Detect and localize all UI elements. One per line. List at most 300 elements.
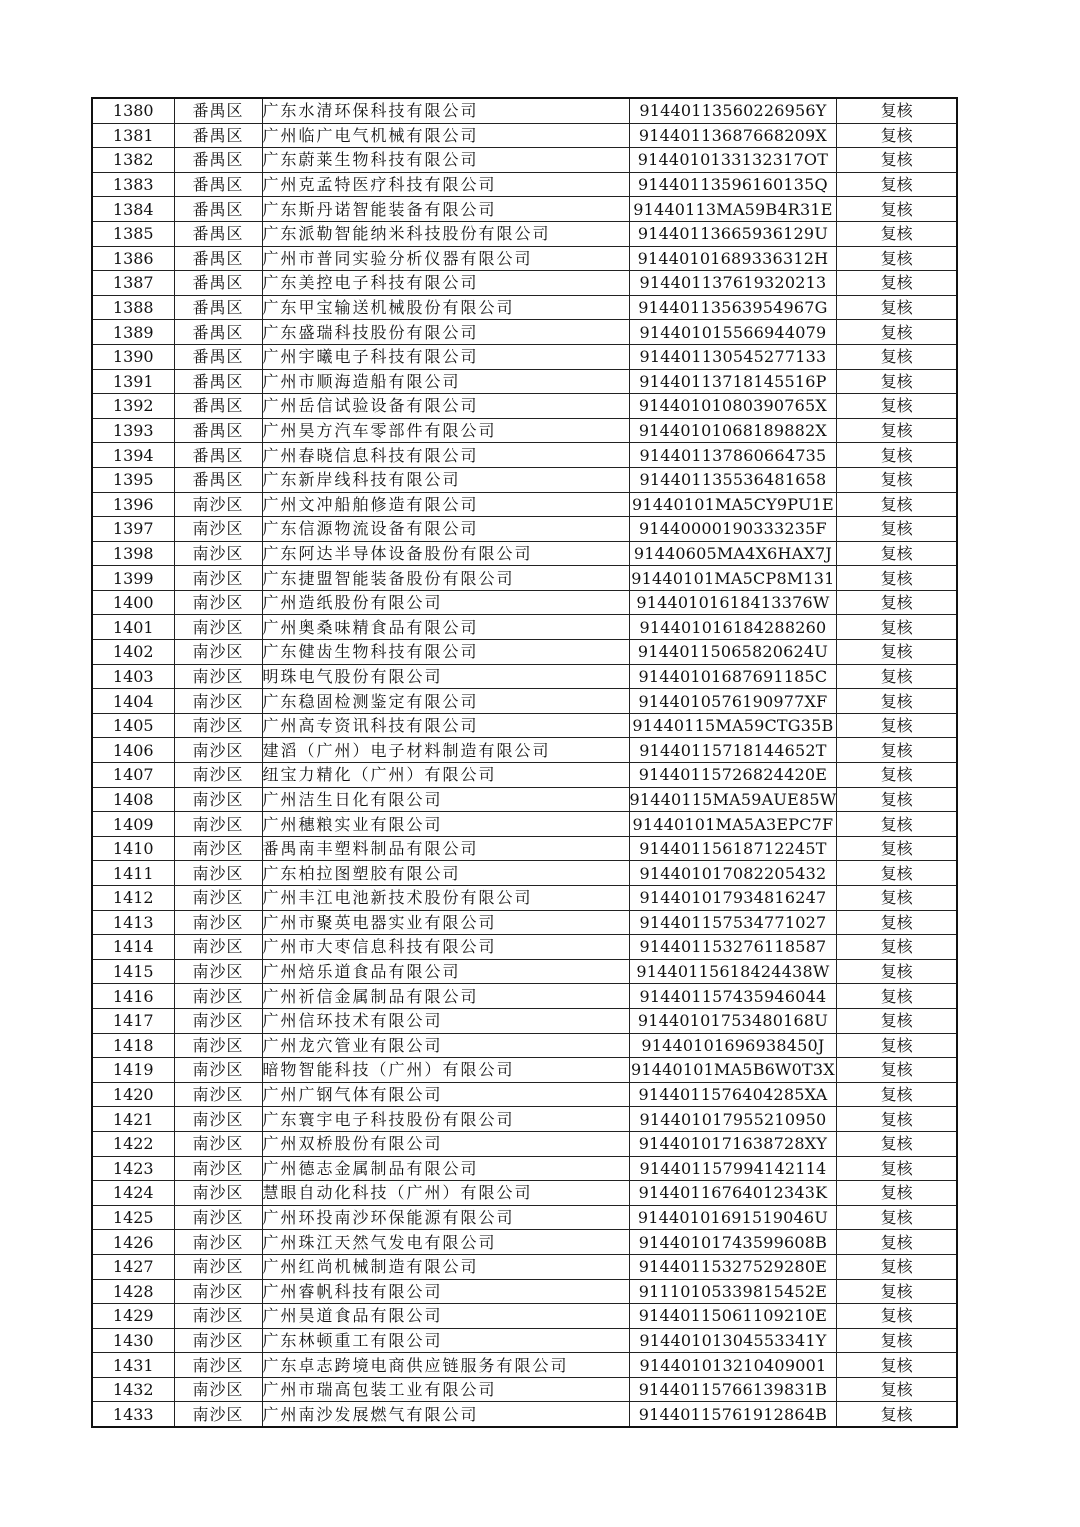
table-row (92, 517, 957, 542)
district-cell: 番禺区 (174, 123, 262, 148)
district-cell: 南沙区 (174, 738, 262, 763)
credit-code-cell: 91440115761912864B (629, 1402, 837, 1427)
table-row (92, 246, 957, 271)
status-cell: 复核 (837, 787, 957, 812)
row-number: 1433 (92, 1402, 174, 1427)
table-row (92, 590, 957, 615)
table-row (92, 1304, 957, 1329)
table-row (92, 1254, 957, 1279)
status-cell: 复核 (837, 1279, 957, 1304)
company-name-cell: 广东新岸线科技有限公司 (262, 467, 629, 492)
district-cell: 南沙区 (174, 1156, 262, 1181)
credit-code-cell: 91440101689336312H (629, 246, 837, 271)
credit-code-cell: 914401137860664735 (629, 443, 837, 468)
row-number: 1395 (92, 467, 174, 492)
credit-code-cell: 914401137619320213 (629, 271, 837, 296)
row-number: 1421 (92, 1107, 174, 1132)
company-name-cell: 广东林顿重工有限公司 (262, 1328, 629, 1353)
row-number: 1415 (92, 959, 174, 984)
company-name-cell: 广州市聚英电器实业有限公司 (262, 910, 629, 935)
row-number: 1431 (92, 1353, 174, 1378)
table-row (92, 1377, 957, 1402)
district-cell: 南沙区 (174, 787, 262, 812)
status-cell: 复核 (837, 935, 957, 960)
row-number: 1400 (92, 590, 174, 615)
district-cell: 番禺区 (174, 443, 262, 468)
status-cell: 复核 (837, 1205, 957, 1230)
company-name-cell: 广东斯丹诺智能装备有限公司 (262, 197, 629, 222)
credit-code-cell: 914401015566944079 (629, 320, 837, 345)
credit-code-cell: 91440115618424438W (629, 959, 837, 984)
credit-code-cell: 914401017082205432 (629, 861, 837, 886)
district-cell: 南沙区 (174, 1254, 262, 1279)
district-cell: 南沙区 (174, 812, 262, 837)
table-row (92, 640, 957, 665)
district-cell: 南沙区 (174, 1304, 262, 1329)
status-cell: 复核 (837, 689, 957, 714)
status-cell: 复核 (837, 492, 957, 517)
company-name-cell: 广州丰江电池新技术股份有限公司 (262, 886, 629, 911)
row-number: 1398 (92, 541, 174, 566)
status-cell: 复核 (837, 541, 957, 566)
district-cell: 南沙区 (174, 689, 262, 714)
company-name-cell: 广州双桥股份有限公司 (262, 1131, 629, 1156)
status-cell: 复核 (837, 738, 957, 763)
status-cell: 复核 (837, 148, 957, 173)
credit-code-cell: 91440113718145516P (629, 369, 837, 394)
district-cell: 南沙区 (174, 1279, 262, 1304)
row-number: 1412 (92, 886, 174, 911)
credit-code-cell: 9144011576404285XA (629, 1082, 837, 1107)
status-cell: 复核 (837, 566, 957, 591)
table-row (92, 1328, 957, 1353)
status-cell: 复核 (837, 984, 957, 1009)
row-number: 1394 (92, 443, 174, 468)
table-row (92, 1353, 957, 1378)
company-name-cell: 广州克孟特医疗科技有限公司 (262, 172, 629, 197)
table-row (92, 344, 957, 369)
district-cell: 南沙区 (174, 640, 262, 665)
status-cell: 复核 (837, 295, 957, 320)
credit-code-cell: 914401157534771027 (629, 910, 837, 935)
table-row (92, 172, 957, 197)
company-name-cell: 广州睿帆科技有限公司 (262, 1279, 629, 1304)
status-cell: 复核 (837, 1304, 957, 1329)
table-row (92, 541, 957, 566)
status-cell: 复核 (837, 836, 957, 861)
status-cell: 复核 (837, 1230, 957, 1255)
row-number: 1391 (92, 369, 174, 394)
company-name-cell: 广州造纸股份有限公司 (262, 590, 629, 615)
status-cell: 复核 (837, 320, 957, 345)
row-number: 1390 (92, 344, 174, 369)
company-name-cell: 广东美控电子科技有限公司 (262, 271, 629, 296)
credit-code-cell: 91440115MA59AUE85W (629, 787, 837, 812)
table-row (92, 221, 957, 246)
row-number: 1393 (92, 418, 174, 443)
credit-code-cell: 91440101618413376W (629, 590, 837, 615)
credit-code-cell: 91440113MA59B4R31E (629, 197, 837, 222)
credit-code-cell: 91440101MA5B6W0T3X (629, 1058, 837, 1083)
credit-code-cell: 91440115718144652T (629, 738, 837, 763)
credit-code-cell: 91440101MA5CP8M131 (629, 566, 837, 591)
row-number: 1384 (92, 197, 174, 222)
company-name-cell: 广州市瑞高包装工业有限公司 (262, 1377, 629, 1402)
district-cell: 南沙区 (174, 1008, 262, 1033)
row-number: 1427 (92, 1254, 174, 1279)
row-number: 1402 (92, 640, 174, 665)
row-number: 1399 (92, 566, 174, 591)
status-cell: 复核 (837, 123, 957, 148)
row-number: 1423 (92, 1156, 174, 1181)
company-name-cell: 广州昊方汽车零部件有限公司 (262, 418, 629, 443)
company-name-cell: 建滔（广州）电子材料制造有限公司 (262, 738, 629, 763)
status-cell: 复核 (837, 172, 957, 197)
district-cell: 南沙区 (174, 1033, 262, 1058)
status-cell: 复核 (837, 369, 957, 394)
credit-code-cell: 91440115327529280E (629, 1254, 837, 1279)
district-cell: 南沙区 (174, 984, 262, 1009)
district-cell: 南沙区 (174, 713, 262, 738)
table-row (92, 763, 957, 788)
table-row (92, 738, 957, 763)
company-name-cell: 广州市普同实验分析仪器有限公司 (262, 246, 629, 271)
credit-code-cell: 91440101MA5A3EPC7F (629, 812, 837, 837)
company-name-cell: 广州龙穴管业有限公司 (262, 1033, 629, 1058)
company-name-cell: 广东水清环保科技有限公司 (262, 98, 629, 123)
credit-code-cell: 914401017934816247 (629, 886, 837, 911)
table-row (92, 1131, 957, 1156)
credit-code-cell: 9144010171638728XY (629, 1131, 837, 1156)
table-row (92, 98, 957, 123)
company-name-cell: 广州广钢气体有限公司 (262, 1082, 629, 1107)
row-number: 1418 (92, 1033, 174, 1058)
district-cell: 南沙区 (174, 1181, 262, 1206)
status-cell: 复核 (837, 344, 957, 369)
credit-code-cell: 91440101068189882X (629, 418, 837, 443)
table-row (92, 1230, 957, 1255)
row-number: 1417 (92, 1008, 174, 1033)
table-row (92, 1033, 957, 1058)
status-cell: 复核 (837, 1008, 957, 1033)
credit-code-cell: 9144010576190977XF (629, 689, 837, 714)
company-name-cell: 广州穗粮实业有限公司 (262, 812, 629, 837)
status-cell: 复核 (837, 861, 957, 886)
table-row (92, 861, 957, 886)
district-cell: 番禺区 (174, 320, 262, 345)
credit-code-cell: 914401013210409001 (629, 1353, 837, 1378)
status-cell: 复核 (837, 910, 957, 935)
status-cell: 复核 (837, 615, 957, 640)
row-number: 1397 (92, 517, 174, 542)
district-cell: 南沙区 (174, 763, 262, 788)
credit-code-cell: 91440116764012343K (629, 1181, 837, 1206)
credit-code-cell: 91440101753480168U (629, 1008, 837, 1033)
table-row (92, 148, 957, 173)
status-cell: 复核 (837, 1033, 957, 1058)
status-cell: 复核 (837, 443, 957, 468)
row-number: 1381 (92, 123, 174, 148)
status-cell: 复核 (837, 467, 957, 492)
credit-code-cell: 91440113665936129U (629, 221, 837, 246)
district-cell: 南沙区 (174, 1107, 262, 1132)
row-number: 1424 (92, 1181, 174, 1206)
credit-code-cell: 91440115726824420E (629, 763, 837, 788)
table-row (92, 984, 957, 1009)
status-cell: 复核 (837, 1107, 957, 1132)
company-name-cell: 广州文冲船舶修造有限公司 (262, 492, 629, 517)
row-number: 1419 (92, 1058, 174, 1083)
status-cell: 复核 (837, 98, 957, 123)
status-cell: 复核 (837, 1058, 957, 1083)
row-number: 1403 (92, 664, 174, 689)
table-row (92, 1058, 957, 1083)
company-name-cell: 广州洁生日化有限公司 (262, 787, 629, 812)
credit-code-cell: 914401135536481658 (629, 467, 837, 492)
company-name-cell: 广东寰宇电子科技股份有限公司 (262, 1107, 629, 1132)
district-cell: 南沙区 (174, 566, 262, 591)
table-row (92, 1107, 957, 1132)
status-cell: 复核 (837, 221, 957, 246)
company-name-cell: 广东卓志跨境电商供应链服务有限公司 (262, 1353, 629, 1378)
district-cell: 南沙区 (174, 1230, 262, 1255)
company-name-cell: 番禺南丰塑料制品有限公司 (262, 836, 629, 861)
company-name-cell: 广东捷盟智能装备股份有限公司 (262, 566, 629, 591)
table-row (92, 566, 957, 591)
company-name-cell: 广东健齿生物科技有限公司 (262, 640, 629, 665)
status-cell: 复核 (837, 640, 957, 665)
district-cell: 南沙区 (174, 1328, 262, 1353)
row-number: 1409 (92, 812, 174, 837)
credit-code-cell: 91440101691519046U (629, 1205, 837, 1230)
company-name-cell: 明珠电气股份有限公司 (262, 664, 629, 689)
row-number: 1389 (92, 320, 174, 345)
district-cell: 番禺区 (174, 172, 262, 197)
company-list-table (91, 97, 958, 1428)
district-cell: 番禺区 (174, 148, 262, 173)
table-row (92, 1082, 957, 1107)
district-cell: 番禺区 (174, 467, 262, 492)
company-name-cell: 纽宝力精化（广州）有限公司 (262, 763, 629, 788)
credit-code-cell: 91440115766139831B (629, 1377, 837, 1402)
district-cell: 南沙区 (174, 664, 262, 689)
row-number: 1387 (92, 271, 174, 296)
district-cell: 南沙区 (174, 861, 262, 886)
status-cell: 复核 (837, 1377, 957, 1402)
table-row (92, 812, 957, 837)
company-name-cell: 广州昊道食品有限公司 (262, 1304, 629, 1329)
district-cell: 南沙区 (174, 1082, 262, 1107)
credit-code-cell: 914401016184288260 (629, 615, 837, 640)
company-name-cell: 广州珠江天然气发电有限公司 (262, 1230, 629, 1255)
row-number: 1405 (92, 713, 174, 738)
company-name-cell: 广东甲宝输送机械股份有限公司 (262, 295, 629, 320)
row-number: 1408 (92, 787, 174, 812)
credit-code-cell: 91440113563954967G (629, 295, 837, 320)
credit-code-cell: 914401130545277133 (629, 344, 837, 369)
district-cell: 番禺区 (174, 369, 262, 394)
table-row (92, 1156, 957, 1181)
status-cell: 复核 (837, 590, 957, 615)
district-cell: 南沙区 (174, 1058, 262, 1083)
district-cell: 南沙区 (174, 959, 262, 984)
status-cell: 复核 (837, 664, 957, 689)
table-row (92, 689, 957, 714)
row-number: 1411 (92, 861, 174, 886)
company-name-cell: 广州宇曦电子科技有限公司 (262, 344, 629, 369)
district-cell: 南沙区 (174, 886, 262, 911)
district-cell: 南沙区 (174, 541, 262, 566)
company-name-cell: 广东蔚莱生物科技有限公司 (262, 148, 629, 173)
row-number: 1420 (92, 1082, 174, 1107)
credit-code-cell: 91440115065820624U (629, 640, 837, 665)
status-cell: 复核 (837, 763, 957, 788)
company-name-cell: 广州祈信金属制品有限公司 (262, 984, 629, 1009)
status-cell: 复核 (837, 959, 957, 984)
table-row (92, 1181, 957, 1206)
company-name-cell: 暗物智能科技（广州）有限公司 (262, 1058, 629, 1083)
row-number: 1414 (92, 935, 174, 960)
row-number: 1429 (92, 1304, 174, 1329)
district-cell: 南沙区 (174, 836, 262, 861)
credit-code-cell: 91440113596160135Q (629, 172, 837, 197)
credit-code-cell: 91440101696938450J (629, 1033, 837, 1058)
credit-code-cell: 91440000190333235F (629, 517, 837, 542)
company-name-cell: 广州岳信试验设备有限公司 (262, 394, 629, 419)
row-number: 1416 (92, 984, 174, 1009)
credit-code-cell: 91440113560226956Y (629, 98, 837, 123)
status-cell: 复核 (837, 1402, 957, 1427)
row-number: 1428 (92, 1279, 174, 1304)
credit-code-cell: 91440101304553341Y (629, 1328, 837, 1353)
table-row (92, 443, 957, 468)
status-cell: 复核 (837, 1328, 957, 1353)
row-number: 1386 (92, 246, 174, 271)
status-cell: 复核 (837, 812, 957, 837)
status-cell: 复核 (837, 886, 957, 911)
row-number: 1401 (92, 615, 174, 640)
company-name-cell: 广东稳固检测鉴定有限公司 (262, 689, 629, 714)
company-name-cell: 广州信环技术有限公司 (262, 1008, 629, 1033)
status-cell: 复核 (837, 1131, 957, 1156)
credit-code-cell: 914401153276118587 (629, 935, 837, 960)
company-name-cell: 广东阿达半导体设备股份有限公司 (262, 541, 629, 566)
company-name-cell: 广东信源物流设备有限公司 (262, 517, 629, 542)
status-cell: 复核 (837, 517, 957, 542)
district-cell: 南沙区 (174, 615, 262, 640)
district-cell: 番禺区 (174, 221, 262, 246)
row-number: 1392 (92, 394, 174, 419)
table-row (92, 615, 957, 640)
district-cell: 南沙区 (174, 517, 262, 542)
company-name-cell: 慧眼自动化科技（广州）有限公司 (262, 1181, 629, 1206)
credit-code-cell: 914401157994142114 (629, 1156, 837, 1181)
company-name-cell: 广州高专资讯科技有限公司 (262, 713, 629, 738)
table-row (92, 320, 957, 345)
credit-code-cell: 91110105339815452E (629, 1279, 837, 1304)
company-name-cell: 广州红尚机械制造有限公司 (262, 1254, 629, 1279)
credit-code-cell: 91440605MA4X6HAX7J (629, 541, 837, 566)
company-name-cell: 广州南沙发展燃气有限公司 (262, 1402, 629, 1427)
row-number: 1404 (92, 689, 174, 714)
row-number: 1396 (92, 492, 174, 517)
credit-code-cell: 91440115618712245T (629, 836, 837, 861)
credit-code-cell: 91440101743599608B (629, 1230, 837, 1255)
status-cell: 复核 (837, 713, 957, 738)
district-cell: 南沙区 (174, 1353, 262, 1378)
table-row (92, 959, 957, 984)
table-row (92, 123, 957, 148)
credit-code-cell: 91440113687668209X (629, 123, 837, 148)
credit-code-cell: 91440115MA59CTG35B (629, 713, 837, 738)
company-name-cell: 广州焙乐道食品有限公司 (262, 959, 629, 984)
district-cell: 南沙区 (174, 1377, 262, 1402)
table-row (92, 935, 957, 960)
district-cell: 南沙区 (174, 1402, 262, 1427)
credit-code-cell: 91440101MA5CY9PU1E (629, 492, 837, 517)
company-name-cell: 广州德志金属制品有限公司 (262, 1156, 629, 1181)
table-row (92, 1402, 957, 1427)
row-number: 1430 (92, 1328, 174, 1353)
district-cell: 南沙区 (174, 1205, 262, 1230)
row-number: 1425 (92, 1205, 174, 1230)
row-number: 1406 (92, 738, 174, 763)
table-row (92, 664, 957, 689)
row-number: 1407 (92, 763, 174, 788)
district-cell: 番禺区 (174, 344, 262, 369)
table-row (92, 394, 957, 419)
status-cell: 复核 (837, 246, 957, 271)
table-row (92, 787, 957, 812)
row-number: 1380 (92, 98, 174, 123)
district-cell: 南沙区 (174, 492, 262, 517)
district-cell: 番禺区 (174, 418, 262, 443)
status-cell: 复核 (837, 1353, 957, 1378)
company-name-cell: 广东盛瑞科技股份有限公司 (262, 320, 629, 345)
status-cell: 复核 (837, 1156, 957, 1181)
table-row (92, 1008, 957, 1033)
row-number: 1383 (92, 172, 174, 197)
row-number: 1432 (92, 1377, 174, 1402)
row-number: 1422 (92, 1131, 174, 1156)
table-row (92, 836, 957, 861)
table-row (92, 369, 957, 394)
district-cell: 番禺区 (174, 271, 262, 296)
status-cell: 复核 (837, 1181, 957, 1206)
district-cell: 番禺区 (174, 295, 262, 320)
company-name-cell: 广州市顺海造船有限公司 (262, 369, 629, 394)
table-row (92, 295, 957, 320)
table-row (92, 492, 957, 517)
table-row (92, 713, 957, 738)
status-cell: 复核 (837, 197, 957, 222)
district-cell: 番禺区 (174, 394, 262, 419)
row-number: 1413 (92, 910, 174, 935)
row-number: 1385 (92, 221, 174, 246)
credit-code-cell: 9144010133132317OT (629, 148, 837, 173)
district-cell: 南沙区 (174, 590, 262, 615)
table-row (92, 910, 957, 935)
credit-code-cell: 914401017955210950 (629, 1107, 837, 1132)
row-number: 1382 (92, 148, 174, 173)
district-cell: 番禺区 (174, 98, 262, 123)
table-body (92, 98, 957, 1427)
credit-code-cell: 91440101687691185C (629, 664, 837, 689)
row-number: 1388 (92, 295, 174, 320)
company-name-cell: 广州临广电气机械有限公司 (262, 123, 629, 148)
credit-code-cell: 91440101080390765X (629, 394, 837, 419)
table-row (92, 886, 957, 911)
